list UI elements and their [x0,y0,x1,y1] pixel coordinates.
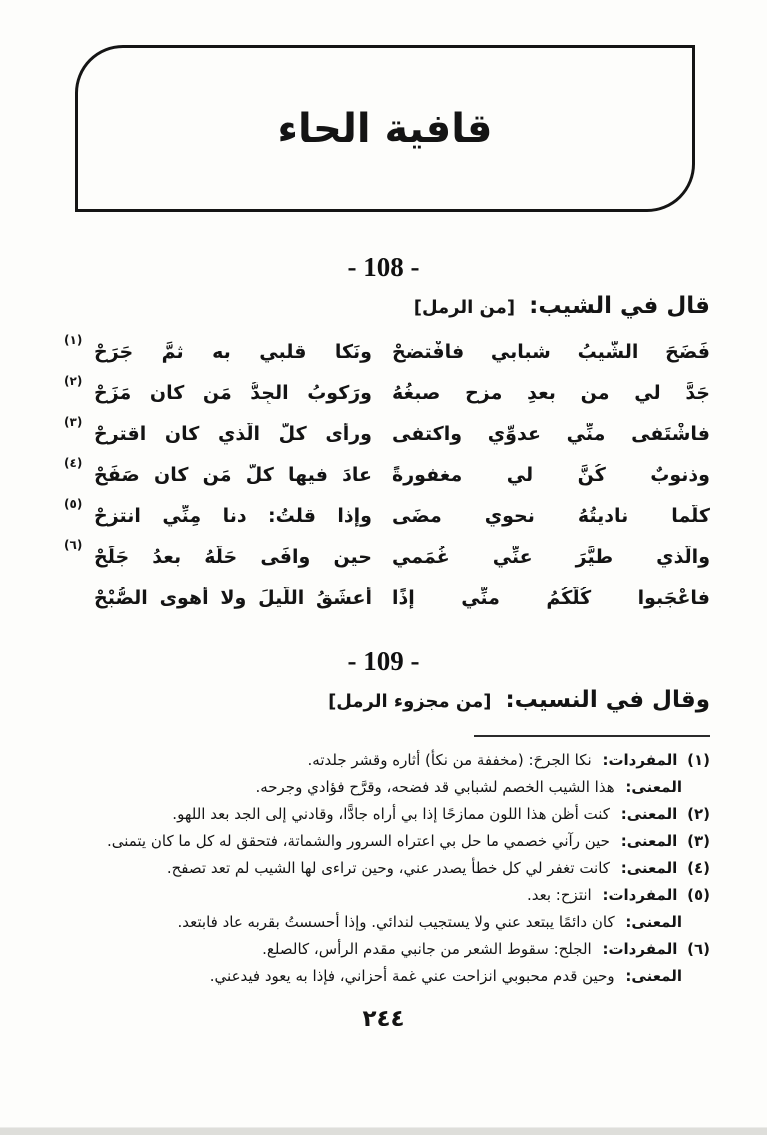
chapter-title: قافية الحاء [277,105,493,152]
footnote-ref: (٦) [64,538,83,552]
footnote-ref: (٢) [64,374,83,388]
footnote-divider [474,735,710,737]
verse-line-7 [60,577,710,618]
poem-intro-text: وقال في النسيب: [505,687,710,713]
footnote-line-9 [60,963,710,990]
footnote-marker: (٤) [687,859,710,877]
verse-line-4 [60,454,710,495]
footnote-line-4 [60,828,710,855]
verse-line-2 [60,372,710,413]
footnote-text: انتزح: بعد. [526,886,592,904]
hemistich-right: جَدَّ لي من بعدِ مزحٍ صبغُهُ [392,381,710,404]
footnote-label: المفردات: [602,940,678,958]
hemistich-left: ورَكوبُ الجِدُّ مَن كان مَزَحْ [94,381,372,404]
poem-intro-108 [0,293,710,319]
footnote-text: نكا الجرحَ: (مخففة من نكأ) أثاره وقشر جلدته. [307,751,592,769]
hemistich-right: وذنوبٌ كُنَّ لي مغفورةً [392,463,710,486]
footnote-marker: (٦) [687,940,710,958]
verse-line-1 [60,331,710,372]
footnote-marker: (٥) [687,886,710,904]
footnotes-section [60,747,710,990]
footnote-ref: (٣) [64,415,83,429]
footnote-text: حين رآني خصمي ما حل بي اعتراه السرور والشماتة، فتحقق له كل ما كان يتمنى. [106,832,610,850]
chapter-header-box [75,45,695,212]
poem-number-109: - 109 - [347,646,420,676]
footnote-text: كانت تغفر لي كل خطأ يصدر عني، وحين تراءى لها الشيب لم تعد تصفح. [166,859,610,877]
hemistich-left: حين وافَى حَلَّهُ بعدُ جَلَحْ [94,545,372,568]
footnote-ref: (١) [64,333,83,347]
footnote-label: المعنى: [625,913,682,931]
hemistich-left: ورأى كلَّ الَّذي كان اقترحْ [94,422,372,445]
poem-meter: [من مجزوء الرمل] [328,691,492,712]
footnote-label: المعنى: [620,832,678,850]
book-page [0,45,767,1135]
footnote-line-8 [60,936,710,963]
hemistich-right: كلَّما ناديتُهُ نحوي مضَى [392,504,710,527]
hemistich-right: فَضَحَ الشَّيبُ شبابي فافْتضحْ [392,340,710,363]
footnote-line-3 [60,801,710,828]
footnote-text: كنت أظن هذا اللون ممازحًا إذا بي أراه جادًّا، وقادني إلى الجد بعد اللهو. [172,805,610,823]
hemistich-right: فاشْتَفى منِّي عدوِّي واكتفى [392,422,710,445]
hemistich-right: والَّذي طيَّرَ عنِّي غُمَمي [392,545,710,568]
poem-number-108: - 108 - [347,252,420,282]
verse-line-3 [60,413,710,454]
footnote-ref: (٥) [64,497,83,511]
footnote-label: المعنى: [625,778,682,796]
footnote-line-1 [60,747,710,774]
footnote-text: وحين قدم محبوبي انزاحت عني غمة أحزاني، فإذا به يعود فيدعني. [209,967,615,985]
hemistich-left: وإذا قلتُ: دنا مِنِّي انتزحْ [94,504,372,527]
hemistich-left: ونَكا قلبي به ثمَّ جَرَحْ [94,340,372,363]
footnote-text: هذا الشيب الخصم لشبابي قد فضحه، وقرَّح فؤادي وجرحه. [255,778,615,796]
footnote-label: المعنى: [620,859,678,877]
footnote-text: كان دائمًا يبتعد عني ولا يستجيب لندائي. وإذا أحسستُ بقربه عاد فابتعد. [177,913,615,931]
page-number: ٢٤٤ [362,1006,405,1032]
poem-meter: [من الرمل] [413,297,516,318]
hemistich-left: عادَ فيها كلُّ مَن كان صَفَحْ [94,463,372,486]
footnote-marker: (٢) [687,805,710,823]
footnote-marker: (١) [687,751,710,769]
footnote-text: الجلح: سقوط الشعر من جانبي مقدم الرأس، كالصلع. [262,940,592,958]
hemistich-left: أعشَقُ اللَّيلَ ولا أهوى الصُّبْحْ [94,586,372,609]
hemistich-right: فاعْجَبوا كُلُّكُمُ منِّي إذًا [392,586,710,609]
scan-edge-artifact [0,1127,767,1135]
verse-line-5 [60,495,710,536]
verse-line-6 [60,536,710,577]
footnote-label: المعنى: [625,967,682,985]
footnote-line-7 [60,909,710,936]
footnote-label: المفردات: [602,886,678,904]
footnote-marker: (٣) [687,832,710,850]
footnote-line-2 [60,774,710,801]
poem-intro-109 [0,687,710,713]
footnote-label: المعنى: [620,805,678,823]
footnote-line-6 [60,882,710,909]
poem-108 [60,331,710,618]
footnote-ref: (٤) [64,456,83,470]
footnote-label: المفردات: [602,751,678,769]
poem-intro-text: قال في الشيب: [529,293,710,319]
footnote-line-5 [60,855,710,882]
